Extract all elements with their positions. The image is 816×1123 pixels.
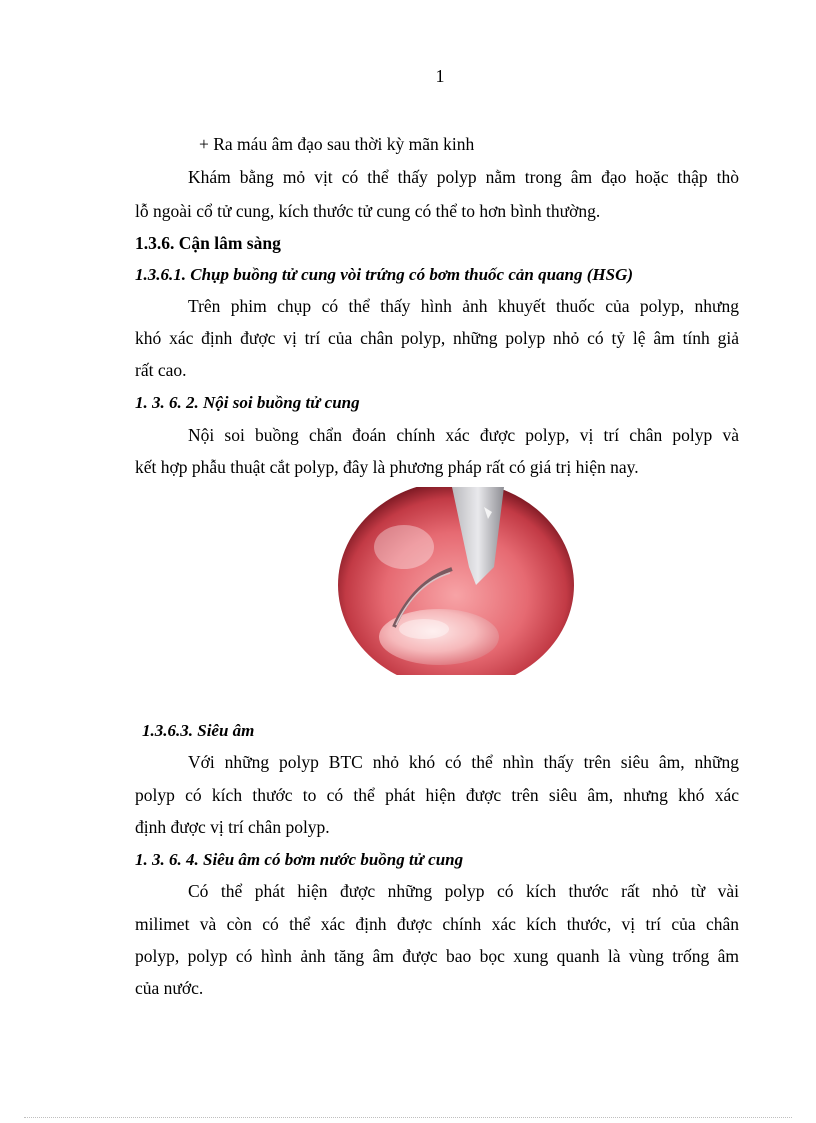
hysteroscopy-image: [334, 487, 579, 675]
paragraph-line: Có thể phát hiện được những polyp có kích thước rất nhỏ từ vài: [188, 881, 739, 901]
paragraph-line: kết hợp phẫu thuật cắt polyp, đây là phương pháp rất có giá trị hiện nay.: [135, 457, 639, 477]
paragraph-line: polyp có kích thước to có thể phát hiện được trên siêu âm, nhưng khó xác: [135, 785, 739, 805]
paragraph-line: lỗ ngoài cổ tử cung, kích thước tử cung có thể to hơn bình thường.: [135, 201, 601, 221]
paragraph-line: Nội soi buồng chẩn đoán chính xác được polyp, vị trí chân polyp và: [188, 425, 739, 445]
subsection-heading: 1.3.6.1. Chụp buồng tử cung vòi trứng có bơm thuốc cản quang (HSG): [135, 265, 634, 284]
subsection-heading: 1. 3. 6. 2. Nội soi buồng tử cung: [135, 393, 360, 412]
page-number: 1: [435, 66, 445, 86]
paragraph-line: Khám bằng mỏ vịt có thể thấy polyp nằm trong âm đạo hoặc thập thò: [188, 167, 739, 187]
page-bottom-divider: [24, 1117, 792, 1118]
paragraph-line: của nước.: [135, 978, 204, 998]
subsection-heading: 1. 3. 6. 4. Siêu âm có bơm nước buồng tử cung: [135, 850, 464, 869]
section-heading: 1.3.6. Cận lâm sàng: [135, 233, 281, 253]
paragraph-line: Với những polyp BTC nhỏ khó có thể nhìn thấy trên siêu âm, những: [188, 752, 739, 772]
paragraph-line: khó xác định được vị trí của chân polyp, những polyp nhỏ có tỷ lệ âm tính giả: [135, 328, 739, 348]
subsection-heading: 1.3.6.3. Siêu âm: [142, 721, 255, 740]
bullet-line: + Ra máu âm đạo sau thời kỳ mãn kinh: [199, 134, 475, 154]
paragraph-line: polyp, polyp có hình ảnh tăng âm được bao bọc xung quanh là vùng trống âm: [135, 946, 739, 966]
paragraph-line: rất cao.: [135, 360, 187, 380]
paragraph-line: định được vị trí chân polyp.: [135, 817, 330, 837]
paragraph-line: milimet và còn có thể xác định được chính xác kích thước, vị trí của chân: [135, 914, 739, 934]
paragraph-line: Trên phim chụp có thể thấy hình ảnh khuyết thuốc của polyp, nhưng: [188, 296, 739, 316]
